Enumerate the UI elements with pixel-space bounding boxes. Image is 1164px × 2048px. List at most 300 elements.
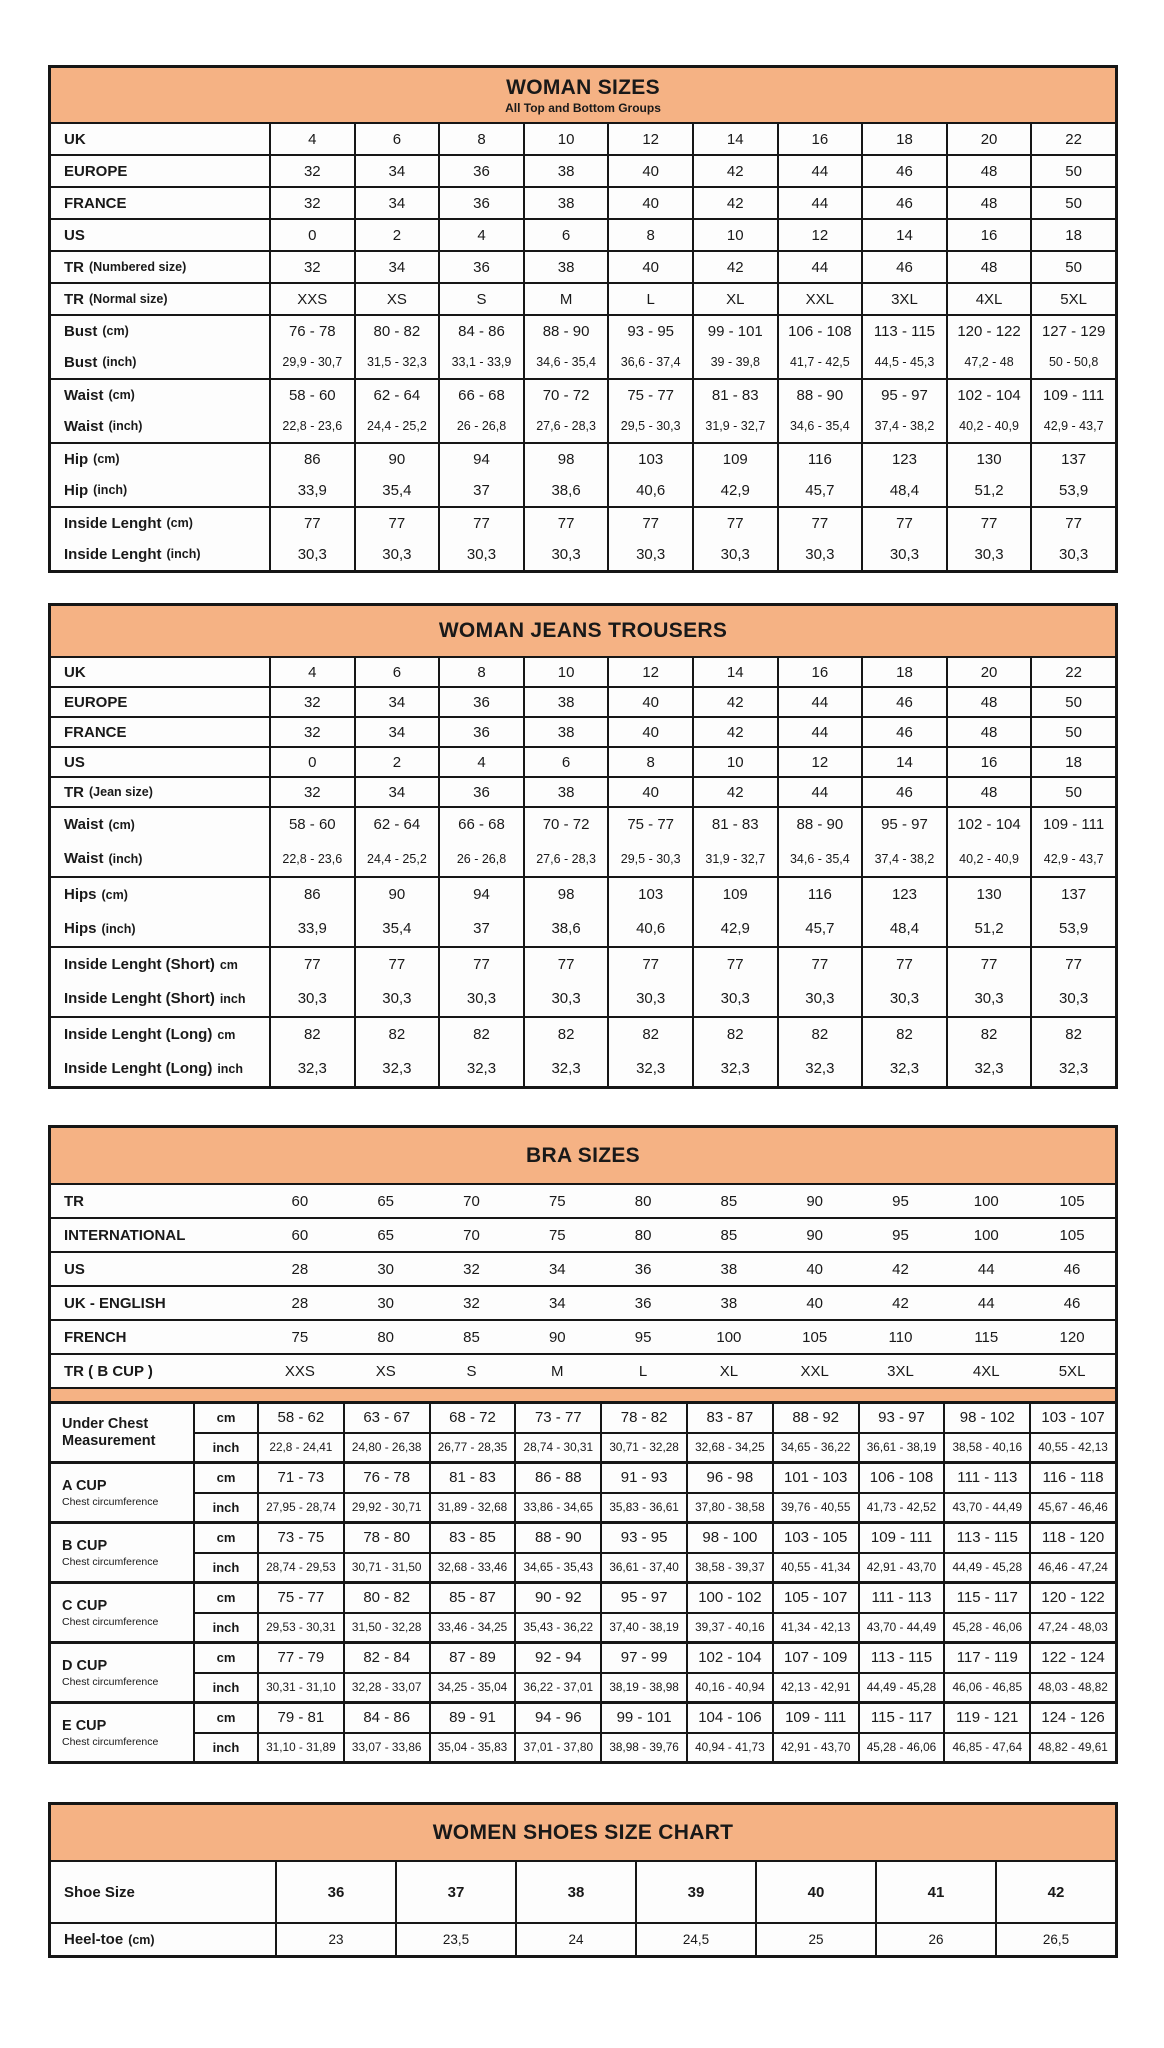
cup-sublabel: Chest circumference: [62, 1675, 159, 1688]
row-label-cell: [51, 252, 269, 282]
cup-row: [193, 1464, 1115, 1492]
value-cell: 30,3: [354, 981, 439, 1016]
value-cell: 4: [269, 658, 354, 686]
value-cell: 41,34 - 42,13: [772, 1614, 858, 1642]
row-label-cell: [51, 316, 269, 346]
table-row: [51, 981, 1115, 1016]
value-cell: 34,65 - 36,22: [772, 1434, 858, 1462]
value-cell: XS: [354, 284, 439, 314]
value-cell: 30,3: [269, 538, 354, 570]
value-cell: 113 - 115: [858, 1644, 944, 1672]
value-cell: 98: [523, 878, 608, 911]
row-label-cell: [51, 1018, 269, 1051]
value-cell: 38,58 - 40,16: [943, 1434, 1029, 1462]
cup-group: [51, 1461, 1115, 1521]
table-header: [51, 1128, 1115, 1183]
cup-label-cell: [51, 1464, 193, 1521]
table-row: [51, 841, 1115, 876]
value-cell: 31,5 - 32,3: [354, 346, 439, 378]
value-cell: 30,3: [523, 981, 608, 1016]
value-cell: 34: [548, 1260, 566, 1278]
value-cell: 36,61 - 38,19: [858, 1434, 944, 1462]
row-label-cell: [51, 911, 269, 946]
value-cell: 42: [692, 718, 777, 746]
row-label: Hips: [64, 920, 97, 937]
cup-rows: [193, 1644, 1115, 1701]
value-cell: 95: [892, 1226, 909, 1244]
table-row: [51, 186, 1115, 218]
value-cell: 50: [1030, 778, 1115, 806]
value-cell: 28: [291, 1294, 309, 1312]
value-cell: 97 - 99: [600, 1644, 686, 1672]
value-cell: 48: [946, 156, 1031, 186]
row-label-note: (inch): [101, 921, 136, 936]
unit-cell: inch: [193, 1494, 257, 1522]
woman-sizes-table: [48, 65, 1118, 573]
value-cell: 100: [973, 1192, 999, 1210]
value-cell: 77: [946, 508, 1031, 538]
value-cell: 85: [720, 1226, 738, 1244]
value-cell: 94: [438, 444, 523, 474]
value-cell: 77: [692, 948, 777, 981]
value-cell: 4XL: [946, 284, 1031, 314]
value-cell: 32,3: [692, 1051, 777, 1086]
row-label-note: inch: [219, 991, 246, 1006]
unit-cell: cm: [193, 1644, 257, 1672]
value-cell: 30,3: [861, 538, 946, 570]
value-cell: 34: [354, 156, 439, 186]
value-cell: 88 - 90: [514, 1524, 600, 1552]
value-cell: 85 - 87: [429, 1584, 515, 1612]
unit-cell: cm: [193, 1524, 257, 1552]
table-header: [51, 68, 1115, 122]
value-cell: 30,3: [692, 981, 777, 1016]
value-cell: 81 - 83: [429, 1464, 515, 1492]
value-cell: 40: [607, 156, 692, 186]
value-cell: 47,24 - 48,03: [1029, 1614, 1115, 1642]
value-cell: 42,9 - 43,7: [1030, 841, 1115, 876]
value-cell: 34,25 - 35,04: [429, 1674, 515, 1702]
row-label: Waist: [64, 816, 104, 833]
value-cell: 82: [607, 1018, 692, 1051]
bra-sizes-table: [48, 1125, 1118, 1764]
value-cell: 14: [692, 658, 777, 686]
value-cell: 30,71 - 31,50: [343, 1554, 429, 1582]
table-row: [51, 1183, 1115, 1217]
value-cell: 37,4 - 38,2: [861, 410, 946, 442]
value-cell: 103 - 107: [1029, 1404, 1115, 1432]
value-cell: 42: [692, 188, 777, 218]
value-cell: 16: [777, 124, 862, 154]
value-cell: 32,68 - 34,25: [686, 1434, 772, 1462]
value-cell: 16: [946, 748, 1031, 776]
value-cell: 96 - 98: [686, 1464, 772, 1492]
table-title: WOMEN SHOES SIZE CHART: [432, 1820, 734, 1844]
value-cell: 94: [438, 878, 523, 911]
value-cell: M: [551, 1362, 564, 1380]
value-cell: 120 - 122: [946, 316, 1031, 346]
row-label-cell: [51, 1924, 275, 1955]
value-cell: 117 - 119: [943, 1644, 1029, 1672]
value-cell: 82: [1030, 1018, 1115, 1051]
value-cell: 14: [692, 124, 777, 154]
value-cell: 109: [692, 878, 777, 911]
value-cell: 30,3: [438, 981, 523, 1016]
value-cell: 44: [777, 252, 862, 282]
value-cell: 109 - 111: [772, 1704, 858, 1732]
value-cell: 42: [692, 688, 777, 716]
value-cell: 82 - 84: [343, 1644, 429, 1672]
value-cell: 22: [1030, 124, 1115, 154]
value-cell: 62 - 64: [354, 808, 439, 841]
value-cell: 31,10 - 31,89: [257, 1734, 343, 1762]
value-cell: 32,3: [354, 1051, 439, 1086]
value-cell: 18: [861, 658, 946, 686]
value-cell: 103: [607, 444, 692, 474]
cup-group: [51, 1701, 1115, 1761]
value-cell: 44: [977, 1294, 995, 1312]
value-cell: 44: [777, 188, 862, 218]
value-cell: 46,85 - 47,64: [943, 1734, 1029, 1762]
value-cell: 66 - 68: [438, 808, 523, 841]
value-cell: 60: [291, 1226, 309, 1244]
value-cell: 70 - 72: [523, 808, 608, 841]
table-row: [51, 806, 1115, 841]
value-cell: 71 - 73: [257, 1464, 343, 1492]
row-label: US: [64, 226, 85, 244]
women-shoes-size-chart-table: [48, 1802, 1118, 1958]
value-cell: 4: [438, 220, 523, 250]
table-row: [51, 876, 1115, 911]
value-cell: 78 - 80: [343, 1524, 429, 1552]
row-label-cell: [51, 1219, 257, 1251]
value-cell: 39,76 - 40,55: [772, 1494, 858, 1522]
value-cell: 86: [269, 444, 354, 474]
value-cell: 77: [523, 948, 608, 981]
value-cell: 78 - 82: [600, 1404, 686, 1432]
value-cell: 42,91 - 43,70: [858, 1554, 944, 1582]
value-cell: 36: [438, 156, 523, 186]
cup-group: [51, 1581, 1115, 1641]
value-cell: 32,3: [861, 1051, 946, 1086]
value-cell: 73 - 77: [514, 1404, 600, 1432]
value-cell: 109 - 111: [1030, 808, 1115, 841]
row-label-note: (cm): [128, 1932, 155, 1947]
value-cell: XXL: [777, 284, 862, 314]
row-label: Waist: [64, 417, 104, 435]
value-cell: 27,95 - 28,74: [257, 1494, 343, 1522]
value-cell: 32,3: [777, 1051, 862, 1086]
value-cell: 106 - 108: [858, 1464, 944, 1492]
table-row: [51, 154, 1115, 186]
table-row: [51, 1353, 1115, 1387]
value-cell: 22,8 - 23,6: [269, 410, 354, 442]
value-cell: 46: [861, 252, 946, 282]
value-cell: 109 - 111: [858, 1524, 944, 1552]
row-label: EUROPE: [64, 693, 128, 711]
row-label: TR: [64, 783, 84, 801]
value-cell: 34: [354, 778, 439, 806]
value-cell: 102 - 104: [946, 380, 1031, 410]
value-cell: 42,13 - 42,91: [772, 1674, 858, 1702]
table-row: [51, 1922, 1115, 1955]
value-cell: 0: [269, 748, 354, 776]
value-cell: 18: [861, 124, 946, 154]
row-label: FRANCE: [64, 723, 127, 741]
value-cell: 5XL: [1030, 284, 1115, 314]
value-cell: 88 - 90: [777, 380, 862, 410]
row-label-cell: [51, 1321, 257, 1353]
value-cell: 40,2 - 40,9: [946, 410, 1031, 442]
value-cell: 20: [946, 658, 1031, 686]
value-cell: 26,5: [995, 1924, 1115, 1955]
value-cell: 32,3: [523, 1051, 608, 1086]
row-label-cell: [51, 156, 269, 186]
row-label: Hip: [64, 450, 89, 468]
row-label-note: (inch): [102, 355, 137, 369]
value-cell: 51,2: [946, 911, 1031, 946]
value-cell: L: [638, 1362, 648, 1380]
value-cell: 42: [995, 1862, 1115, 1922]
value-cell: 32: [269, 156, 354, 186]
value-cell: 77: [946, 948, 1031, 981]
value-cell: 32: [269, 778, 354, 806]
row-label-note: (inch): [93, 483, 128, 497]
value-cell: 46: [1063, 1260, 1081, 1278]
row-label: TR ( B CUP ): [64, 1362, 153, 1380]
value-cell: 34,6 - 35,4: [777, 841, 862, 876]
row-label-cell: [51, 474, 269, 506]
value-cell: 58 - 60: [269, 380, 354, 410]
value-cell: 24,80 - 26,38: [343, 1434, 429, 1462]
value-cell: 95: [892, 1192, 909, 1210]
value-cell: 34: [354, 188, 439, 218]
table-row: [51, 716, 1115, 746]
cup-label: D CUP: [62, 1657, 108, 1674]
row-label: EUROPE: [64, 162, 128, 180]
value-cell: 42,9: [692, 474, 777, 506]
value-cell: 38: [523, 688, 608, 716]
value-cell: 68 - 72: [429, 1404, 515, 1432]
value-cell: 36: [275, 1862, 395, 1922]
table-row: [51, 776, 1115, 806]
row-label: Hips: [64, 886, 97, 903]
value-cell: 37,80 - 38,58: [686, 1494, 772, 1522]
value-cell: 10: [692, 220, 777, 250]
value-cell: 14: [861, 748, 946, 776]
value-cell: 34,65 - 35,43: [514, 1554, 600, 1582]
value-cell: 48,4: [861, 911, 946, 946]
value-cell: 12: [607, 658, 692, 686]
value-cell: 30: [377, 1294, 395, 1312]
value-cell: 28: [291, 1260, 309, 1278]
value-cell: 48: [946, 778, 1031, 806]
value-cell: 62 - 64: [354, 380, 439, 410]
value-cell: 42: [892, 1260, 909, 1278]
value-cell: 40: [607, 188, 692, 218]
value-cell: 50 - 50,8: [1030, 346, 1115, 378]
value-cell: 77: [354, 508, 439, 538]
value-cell: S: [466, 1362, 477, 1380]
row-label: Bust: [64, 322, 98, 340]
table-row: [51, 656, 1115, 686]
value-cell: 36,22 - 37,01: [514, 1674, 600, 1702]
value-cell: 36: [634, 1294, 652, 1312]
row-label: TR: [64, 258, 84, 276]
value-cell: 100: [716, 1328, 742, 1346]
value-cell: 35,4: [354, 911, 439, 946]
value-cell: 28,74 - 30,31: [514, 1434, 600, 1462]
value-cell: 44: [777, 778, 862, 806]
value-cell: 4: [438, 748, 523, 776]
value-cell: 40: [607, 688, 692, 716]
row-label: Waist: [64, 386, 104, 404]
value-cell: 93 - 95: [600, 1524, 686, 1552]
value-cell: 38,6: [523, 474, 608, 506]
value-cell: 33,9: [269, 911, 354, 946]
value-cell: 122 - 124: [1029, 1644, 1115, 1672]
row-label: TR: [64, 1192, 84, 1210]
cup-group: [51, 1641, 1115, 1701]
value-cell: 66 - 68: [438, 380, 523, 410]
value-cell: 12: [777, 748, 862, 776]
value-cell: 5XL: [1058, 1362, 1086, 1380]
value-cell: 50: [1030, 718, 1115, 746]
value-cell: 38: [515, 1862, 635, 1922]
table-row: [51, 410, 1115, 442]
value-cell: 88 - 92: [772, 1404, 858, 1432]
table-row: [51, 442, 1115, 474]
value-cell: 77: [861, 948, 946, 981]
value-cell: 30,3: [777, 538, 862, 570]
cup-sublabel: Chest circumference: [62, 1615, 159, 1628]
unit-cell: cm: [193, 1704, 257, 1732]
cup-row: [193, 1704, 1115, 1732]
value-cell: 82: [777, 1018, 862, 1051]
value-cell: 80: [634, 1192, 652, 1210]
value-cell: L: [607, 284, 692, 314]
row-label: TR: [64, 290, 84, 308]
row-label: Shoe Size: [64, 1883, 135, 1901]
value-cell: 16: [946, 220, 1031, 250]
value-cell: 30: [377, 1260, 395, 1278]
table-row: [51, 346, 1115, 378]
value-cell: 105: [1059, 1226, 1085, 1244]
value-cell: 77: [438, 508, 523, 538]
value-cell: 37,01 - 37,80: [514, 1734, 600, 1762]
value-cell: 85: [463, 1328, 480, 1346]
value-cell: 95 - 97: [861, 808, 946, 841]
value-cell: 26 - 26,8: [438, 410, 523, 442]
value-cell: 46: [861, 688, 946, 716]
value-cell: 103: [607, 878, 692, 911]
row-label: Bust: [64, 353, 98, 371]
value-cell: 46: [861, 718, 946, 746]
cup-group: [51, 1521, 1115, 1581]
value-cell: 4XL: [972, 1362, 1000, 1380]
value-cell: 36: [634, 1260, 652, 1278]
value-cell: 40: [607, 778, 692, 806]
value-cell: 36: [438, 188, 523, 218]
value-cell: 32: [269, 252, 354, 282]
row-label-cell: [51, 1185, 257, 1217]
value-cell: 116 - 118: [1029, 1464, 1115, 1492]
value-cell: 39 - 39,8: [692, 346, 777, 378]
value-cell: XL: [692, 284, 777, 314]
value-cell: 90 - 92: [514, 1584, 600, 1612]
unit-cell: inch: [193, 1674, 257, 1702]
value-cell: 94 - 96: [514, 1704, 600, 1732]
value-cell: 30,3: [946, 981, 1031, 1016]
row-label-note: (inch): [108, 419, 143, 433]
value-cell: 38: [523, 156, 608, 186]
value-cell: 48: [946, 688, 1031, 716]
cup-row: [193, 1732, 1115, 1762]
value-cell: 75: [548, 1226, 566, 1244]
value-cell: 106 - 108: [777, 316, 862, 346]
value-cell: 102 - 104: [946, 808, 1031, 841]
value-cell: 33,1 - 33,9: [438, 346, 523, 378]
value-cell: 116: [777, 444, 862, 474]
value-cell: 107 - 109: [772, 1644, 858, 1672]
row-label: FRENCH: [64, 1328, 127, 1346]
cup-label-cell: [51, 1584, 193, 1641]
value-cell: 40: [607, 252, 692, 282]
value-cell: 35,04 - 35,83: [429, 1734, 515, 1762]
value-cell: 63 - 67: [343, 1404, 429, 1432]
value-cell: 18: [1030, 748, 1115, 776]
value-cell: 42,91 - 43,70: [772, 1734, 858, 1762]
value-cell: 42: [692, 252, 777, 282]
value-cell: 123: [861, 878, 946, 911]
value-cell: 32: [269, 188, 354, 218]
table-title: WOMAN JEANS TROUSERS: [438, 619, 728, 642]
value-cell: 34: [548, 1294, 566, 1312]
value-cell: 65: [377, 1226, 395, 1244]
value-cell: 82: [946, 1018, 1031, 1051]
value-cell: 2: [354, 220, 439, 250]
row-label-cell: [51, 1287, 257, 1319]
value-cell: 105 - 107: [772, 1584, 858, 1612]
value-cell: 82: [354, 1018, 439, 1051]
value-cell: 123: [861, 444, 946, 474]
value-cell: 46: [861, 188, 946, 218]
value-cell: 30,3: [354, 538, 439, 570]
row-label-cell: [51, 808, 269, 841]
row-label-cell: [51, 284, 269, 314]
row-label-cell: [51, 380, 269, 410]
value-cell: 93 - 95: [607, 316, 692, 346]
value-cell: 2: [354, 748, 439, 776]
value-cell: 95: [634, 1328, 652, 1346]
value-cell: 29,92 - 30,71: [343, 1494, 429, 1522]
value-cell: 44: [777, 718, 862, 746]
value-cell: 40: [607, 718, 692, 746]
value-cell: 24: [515, 1924, 635, 1955]
value-cell: 50: [1030, 252, 1115, 282]
value-cell: 44,49 - 45,28: [858, 1674, 944, 1702]
value-cell: 40,55 - 41,34: [772, 1554, 858, 1582]
value-cell: 30,3: [692, 538, 777, 570]
row-label: UK: [64, 663, 86, 681]
value-cell: 36: [438, 688, 523, 716]
value-cell: 44,49 - 45,28: [943, 1554, 1029, 1582]
value-cell: 30,3: [861, 981, 946, 1016]
value-cell: 65: [377, 1192, 395, 1210]
value-cell: 34,6 - 35,4: [777, 410, 862, 442]
value-cell: 75 - 77: [607, 380, 692, 410]
value-cell: 82: [861, 1018, 946, 1051]
